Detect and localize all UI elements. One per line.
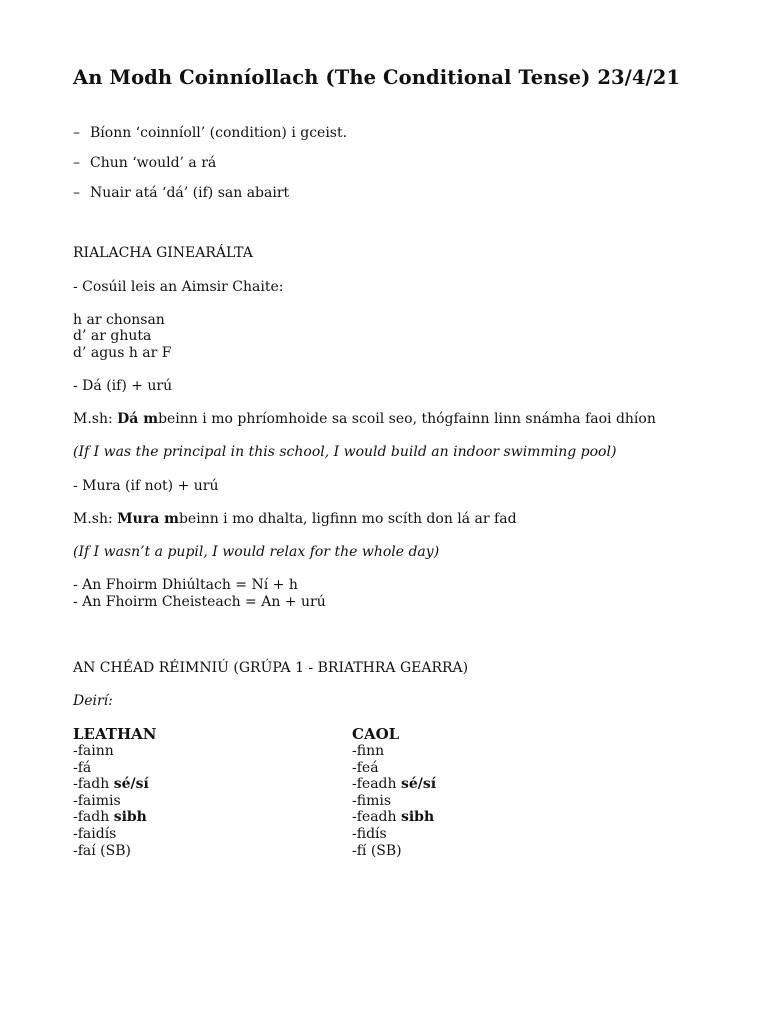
ending-row-leathan xyxy=(73,760,91,777)
intro-bullet xyxy=(73,125,347,142)
translation-da: (If I was the principal in this school, I would build an indoor swimming pool) xyxy=(73,444,617,460)
page-title: An Modh Coinníollach (The Conditional Tense) 23/4/21 xyxy=(73,66,681,89)
example-bold-lead: Dá m xyxy=(117,411,159,427)
bullet-marker: – xyxy=(73,185,80,201)
ending-text: -fadh xyxy=(73,809,114,825)
ending-row-caol xyxy=(352,743,384,760)
mutation-rule: d’ agus h ar F xyxy=(73,345,172,361)
ending-text: -finn xyxy=(352,743,385,759)
ending-row-caol xyxy=(352,826,387,843)
ending-row-leathan xyxy=(73,776,149,793)
bullet-marker: – xyxy=(73,125,80,141)
mutation-rule: d’ ar ghuta xyxy=(73,328,152,344)
ending-row-caol xyxy=(352,776,436,793)
ending-row-caol xyxy=(352,760,379,777)
da-rule: - Dá (if) + urú xyxy=(73,378,173,394)
example-rest: beinn i mo dhalta, ligfinn mo scíth don lá ar fad xyxy=(178,511,517,527)
ending-row-leathan xyxy=(73,843,131,860)
bullet-text: Chun ‘would’ a rá xyxy=(90,155,217,171)
ending-text: -fadh xyxy=(73,776,114,792)
section-heading-general-rules: RIALACHA GINEARÁLTA xyxy=(73,245,253,261)
ending-pronoun: sibh xyxy=(400,809,435,825)
example-prefix: M.sh: xyxy=(73,511,118,527)
ending-pronoun: sé/sí xyxy=(113,776,149,792)
ending-text: -feá xyxy=(352,760,379,776)
question-form-rule: - An Fhoirm Cheisteach = An + urú xyxy=(73,594,326,610)
negative-form-rule: - An Fhoirm Dhiúltach = Ní + h xyxy=(73,577,298,593)
bullet-text: Nuair atá ‘dá’ (if) san abairt xyxy=(90,185,290,201)
ending-pronoun: sibh xyxy=(113,809,147,825)
mutation-rule: h ar chonsan xyxy=(73,312,165,328)
like-past-tense-note: - Cosúil leis an Aimsir Chaite: xyxy=(73,279,284,295)
bullet-text: Bíonn ‘coinníoll’ (condition) i gceist. xyxy=(90,125,348,141)
ending-text: -feadh xyxy=(352,809,401,825)
ending-row-caol xyxy=(352,809,434,826)
ending-text: -fá xyxy=(73,760,92,776)
translation-mura: (If I wasn’t a pupil, I would relax for the whole day) xyxy=(73,544,440,560)
example-rest: beinn i mo phríomhoide sa scoil seo, thógfainn linn snámha faoi dhíon xyxy=(158,411,656,427)
column-heading-leathan: LEATHAN xyxy=(73,725,157,743)
mura-rule: - Mura (if not) + urú xyxy=(73,478,219,494)
endings-label: Deirí: xyxy=(73,693,113,709)
column-heading-caol: CAOL xyxy=(352,725,400,743)
ending-row-leathan xyxy=(73,826,116,843)
example-prefix: M.sh: xyxy=(73,411,118,427)
ending-row-caol xyxy=(352,793,391,810)
example-da xyxy=(73,411,656,428)
example-bold-lead: Mura m xyxy=(117,511,179,527)
section-heading-first-conjugation: AN CHÉAD RÉIMNIÚ (GRÚPA 1 - BRIATHRA GEARRA) xyxy=(73,660,469,676)
ending-text: -fí (SB) xyxy=(352,843,402,859)
intro-bullet xyxy=(73,155,216,172)
ending-text: -faí (SB) xyxy=(73,843,131,859)
ending-text: -fimis xyxy=(352,793,392,809)
ending-text: -faidís xyxy=(73,826,117,842)
example-mura xyxy=(73,511,517,528)
ending-row-leathan xyxy=(73,809,147,826)
intro-bullet xyxy=(73,185,289,202)
ending-pronoun: sé/sí xyxy=(400,776,437,792)
ending-text: -fidís xyxy=(352,826,387,842)
ending-row-leathan xyxy=(73,743,114,760)
ending-text: -fainn xyxy=(73,743,114,759)
bullet-marker: – xyxy=(73,155,80,171)
ending-row-leathan xyxy=(73,793,121,810)
ending-text: -faimis xyxy=(73,793,121,809)
ending-text: -feadh xyxy=(352,776,401,792)
ending-row-caol xyxy=(352,843,402,860)
